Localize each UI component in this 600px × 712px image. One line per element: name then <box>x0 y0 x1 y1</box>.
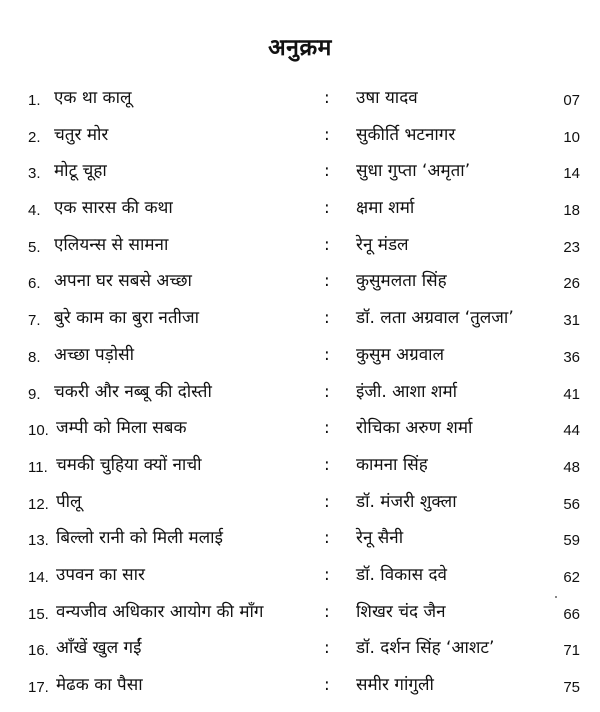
separator-colon: : <box>324 418 330 439</box>
page-number: 31 <box>563 312 580 330</box>
entry-number: 8. <box>28 348 41 366</box>
story-title: एक सारस की कथा <box>54 198 173 219</box>
toc-row <box>0 267 600 304</box>
author-name: सुधा गुप्ता ‘अमृता’ <box>356 161 471 182</box>
page-number: 62 <box>563 568 580 586</box>
story-title: अच्छा पड़ोसी <box>54 344 135 365</box>
author-name: डॉ. विकास दवे <box>356 564 447 585</box>
page-number: 36 <box>563 348 580 366</box>
toc-row <box>0 598 600 635</box>
separator-colon: : <box>324 454 330 475</box>
stray-mark <box>555 596 557 598</box>
separator-colon: : <box>324 124 330 145</box>
story-title: एलियन्स से सामना <box>54 234 169 255</box>
page-number: 75 <box>563 679 580 696</box>
toc-row <box>0 451 600 488</box>
page-number: 10 <box>563 128 580 146</box>
toc-row <box>0 671 600 708</box>
separator-colon: : <box>324 271 330 292</box>
entry-number: 4. <box>28 202 41 220</box>
entry-number: 10. <box>28 422 49 440</box>
entry-number: 12. <box>28 495 49 513</box>
author-name: डॉ. मंजरी शुक्ला <box>356 491 457 512</box>
entry-number: 15. <box>28 605 49 623</box>
toc-row <box>0 341 600 378</box>
entry-number: 1. <box>28 92 41 109</box>
author-name: कुसुमलता सिंह <box>356 271 447 292</box>
separator-colon: : <box>324 528 330 549</box>
separator-colon: : <box>324 308 330 329</box>
separator-colon: : <box>324 88 330 108</box>
page-number: 56 <box>563 495 580 513</box>
entry-number: 3. <box>28 165 41 183</box>
story-title: वन्यजीव अधिकार आयोग की माँग <box>56 601 264 622</box>
story-title: बुरे काम का बुरा नतीजा <box>54 308 199 329</box>
story-title: बिल्लो रानी को मिली मलाई <box>56 528 223 549</box>
page-number: 44 <box>563 422 580 440</box>
author-name: कुसुम अग्रवाल <box>356 344 445 365</box>
page-number: 26 <box>563 275 580 293</box>
story-title: चकरी और नब्बू की दोस्ती <box>54 381 212 402</box>
author-name: रोचिका अरुण शर्मा <box>356 418 473 439</box>
separator-colon: : <box>324 491 330 512</box>
author-name: कामना सिंह <box>356 454 428 475</box>
entry-number: 5. <box>28 238 41 256</box>
story-title: चमकी चुहिया क्यों नाची <box>56 454 202 475</box>
toc-row <box>0 414 600 451</box>
story-title: एक था कालू <box>54 88 132 108</box>
entry-number: 9. <box>28 385 41 403</box>
page-number: 41 <box>563 385 580 403</box>
author-name: समीर गांगुली <box>356 675 434 695</box>
page-number: 66 <box>563 605 580 623</box>
separator-colon: : <box>324 564 330 585</box>
entry-number: 16. <box>28 642 49 660</box>
page-number: 59 <box>563 532 580 550</box>
author-name: इंजी. आशा शर्मा <box>356 381 458 402</box>
toc-row <box>0 157 600 194</box>
entry-number: 7. <box>28 312 41 330</box>
page-number: 14 <box>563 165 580 183</box>
story-title: चतुर मोर <box>54 124 109 145</box>
author-name: उषा यादव <box>356 88 418 108</box>
entry-number: 2. <box>28 128 41 146</box>
page-number: 18 <box>563 202 580 220</box>
story-title: जम्पी को मिला सबक <box>56 418 187 439</box>
entry-number: 6. <box>28 275 41 293</box>
toc-row <box>0 304 600 341</box>
page-title: अनुक्रम <box>268 35 332 61</box>
story-title: अपना घर सबसे अच्छा <box>54 271 192 292</box>
page-number: 48 <box>563 458 580 476</box>
author-name: रेनू सैनी <box>356 528 404 549</box>
entry-number: 13. <box>28 532 49 550</box>
author-name: रेनू मंडल <box>356 234 409 255</box>
entry-number: 17. <box>28 679 49 696</box>
separator-colon: : <box>324 344 330 365</box>
toc-row <box>0 194 600 231</box>
separator-colon: : <box>324 381 330 402</box>
toc-row <box>0 488 600 525</box>
author-name: सुकीर्ति भटनागर <box>356 124 456 145</box>
separator-colon: : <box>324 675 330 695</box>
story-title: आँखें खुल गईं <box>56 638 142 659</box>
separator-colon: : <box>324 601 330 622</box>
separator-colon: : <box>324 198 330 219</box>
toc-row <box>0 378 600 415</box>
separator-colon: : <box>324 161 330 182</box>
story-title: पीलू <box>56 491 82 512</box>
story-title: मोटू चूहा <box>54 161 107 182</box>
toc-row <box>0 84 600 121</box>
toc-row <box>0 524 600 561</box>
entry-number: 11. <box>28 458 48 476</box>
toc-row <box>0 231 600 268</box>
page-number: 71 <box>563 642 580 660</box>
toc-row <box>0 634 600 671</box>
toc-row <box>0 561 600 598</box>
toc-row <box>0 121 600 158</box>
page-number: 07 <box>563 92 580 109</box>
entry-number: 14. <box>28 568 49 586</box>
story-title: मेढक का पैसा <box>56 675 143 695</box>
page-number: 23 <box>563 238 580 256</box>
separator-colon: : <box>324 234 330 255</box>
story-title: उपवन का सार <box>56 564 145 585</box>
author-name: शिखर चंद जैन <box>356 601 446 622</box>
author-name: क्षमा शर्मा <box>356 198 415 219</box>
author-name: डॉ. दर्शन सिंह ‘आशट’ <box>356 638 495 659</box>
table-of-contents <box>0 84 600 708</box>
separator-colon: : <box>324 638 330 659</box>
author-name: डॉ. लता अग्रवाल ‘तुलजा’ <box>356 308 514 329</box>
